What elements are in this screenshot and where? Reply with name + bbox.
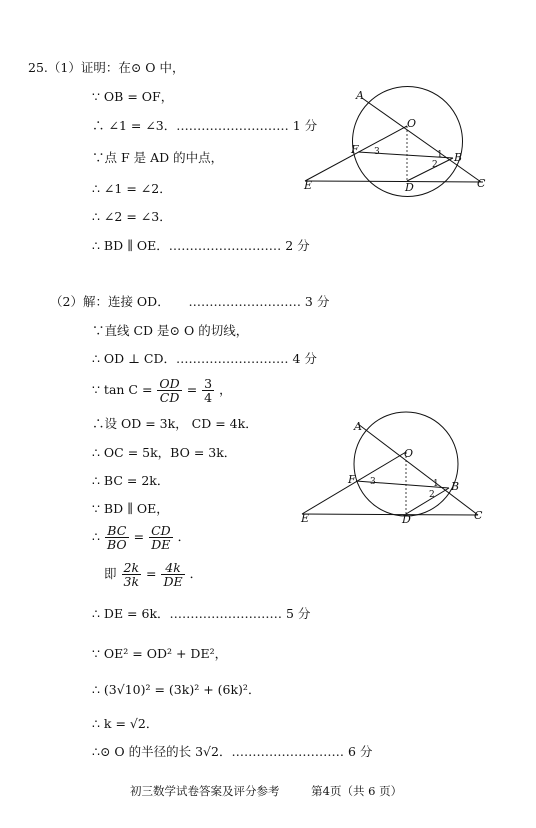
- punctuation: ．: [177, 529, 191, 544]
- label-B: B: [451, 480, 460, 493]
- tan-prefix: ∵ tan C =: [92, 382, 153, 397]
- part2-line14: ∴ k = √2．: [92, 716, 159, 731]
- part1-line2: ∵ OB = OF，: [92, 89, 174, 104]
- part1-line7: ∴ BD ∥ OE．……………………… 2 分: [92, 238, 310, 253]
- part2-line8: ∵ BD ∥ OE，: [92, 501, 169, 516]
- angle-3: 3: [370, 477, 376, 487]
- part2-heading: （2）解：连接 OD． ……………………… 3 分: [50, 294, 330, 309]
- punctuation: ，: [219, 382, 232, 397]
- fraction-cd-de: [149, 524, 173, 551]
- part1-line3: ∴ ∠1 = ∠3．……………………… 1 分: [92, 118, 318, 133]
- fraction-3-4: [202, 377, 214, 404]
- frac-num: OD: [159, 376, 180, 391]
- equals-sign: =: [133, 529, 145, 544]
- label-C: C: [474, 509, 483, 522]
- part2-line2: ∵直线 CD 是⊙ O 的切线，: [92, 323, 249, 338]
- frac-num: BC: [105, 524, 129, 538]
- frac-den: 3k: [123, 574, 140, 589]
- part1-heading: 25.（1）证明：在⊙ O 中，: [28, 60, 185, 75]
- frac-num: 2k: [123, 560, 140, 575]
- equals-sign: =: [146, 566, 157, 581]
- label-O: O: [407, 117, 417, 130]
- label-E: E: [304, 179, 313, 192]
- fraction-2k-3k: [122, 561, 142, 588]
- frac-num: 4k: [161, 561, 184, 575]
- label-D: D: [402, 513, 411, 526]
- frac-den: BO: [106, 537, 127, 552]
- part1-line4: ∵点 F 是 AD 的中点，: [92, 150, 224, 165]
- tan-equation: [92, 377, 232, 404]
- part2-line11: ∴ DE = 6k．……………………… 5 分: [92, 606, 311, 621]
- frac-den: CD: [159, 390, 180, 405]
- part2-line3: ∴ OD ⊥ CD．……………………… 4 分: [92, 351, 317, 366]
- label-O: O: [404, 447, 414, 460]
- angle-1: 1: [437, 150, 443, 160]
- part1-line6: ∴ ∠2 = ∠3．: [92, 209, 172, 224]
- part2-line7: ∴ BC = 2k．: [92, 473, 170, 488]
- label-D: D: [405, 181, 414, 194]
- angle-2: 2: [432, 160, 438, 170]
- part2-line13: ∴ (3√10)² = (3k)² + (6k)²．: [92, 682, 261, 697]
- frac-num: CD: [151, 523, 171, 538]
- footer-page-number: 第4页（共 6 页）: [311, 784, 403, 798]
- geometry-figure-1: [300, 86, 500, 196]
- geometry-figure-2: [296, 412, 496, 526]
- fraction-4k-de: [161, 561, 184, 588]
- ratio-equation: [92, 524, 190, 551]
- punctuation: ．: [189, 566, 203, 581]
- frac-den: DE: [163, 574, 183, 589]
- fraction-od-cd: [157, 377, 181, 404]
- part2-line15: ∴⊙ O 的半径的长 3√2．……………………… 6 分: [92, 744, 373, 759]
- fraction-bc-bo: [105, 524, 129, 551]
- namely-word: 即: [104, 566, 117, 581]
- part2-line5: ∴设 OD = 3k， CD = 4k．: [92, 416, 258, 431]
- label-F: F: [348, 473, 356, 486]
- equals-sign: =: [186, 382, 198, 397]
- angle-1: 1: [433, 479, 439, 489]
- label-E: E: [301, 512, 310, 525]
- angle-2: 2: [429, 490, 435, 500]
- part2-line6: ∴ OC = 5k，BO = 3k．: [92, 445, 237, 460]
- therefore-sign: ∴: [92, 529, 100, 544]
- label-F: F: [351, 143, 359, 156]
- frac-num: 3: [204, 376, 213, 391]
- part1-line5: ∴ ∠1 = ∠2．: [92, 181, 172, 196]
- part2-line12: ∵ OE² = OD² + DE²，: [92, 646, 228, 661]
- frac-den: 4: [204, 390, 213, 405]
- frac-den: DE: [151, 537, 171, 552]
- footer-title: 初三数学试卷答案及评分参考: [130, 784, 280, 798]
- ratio-substituted: [104, 561, 202, 588]
- label-C: C: [477, 177, 486, 190]
- page-footer: [130, 783, 430, 799]
- angle-3: 3: [374, 147, 380, 157]
- label-A: A: [354, 420, 362, 433]
- label-A: A: [356, 89, 364, 102]
- label-B: B: [454, 151, 463, 164]
